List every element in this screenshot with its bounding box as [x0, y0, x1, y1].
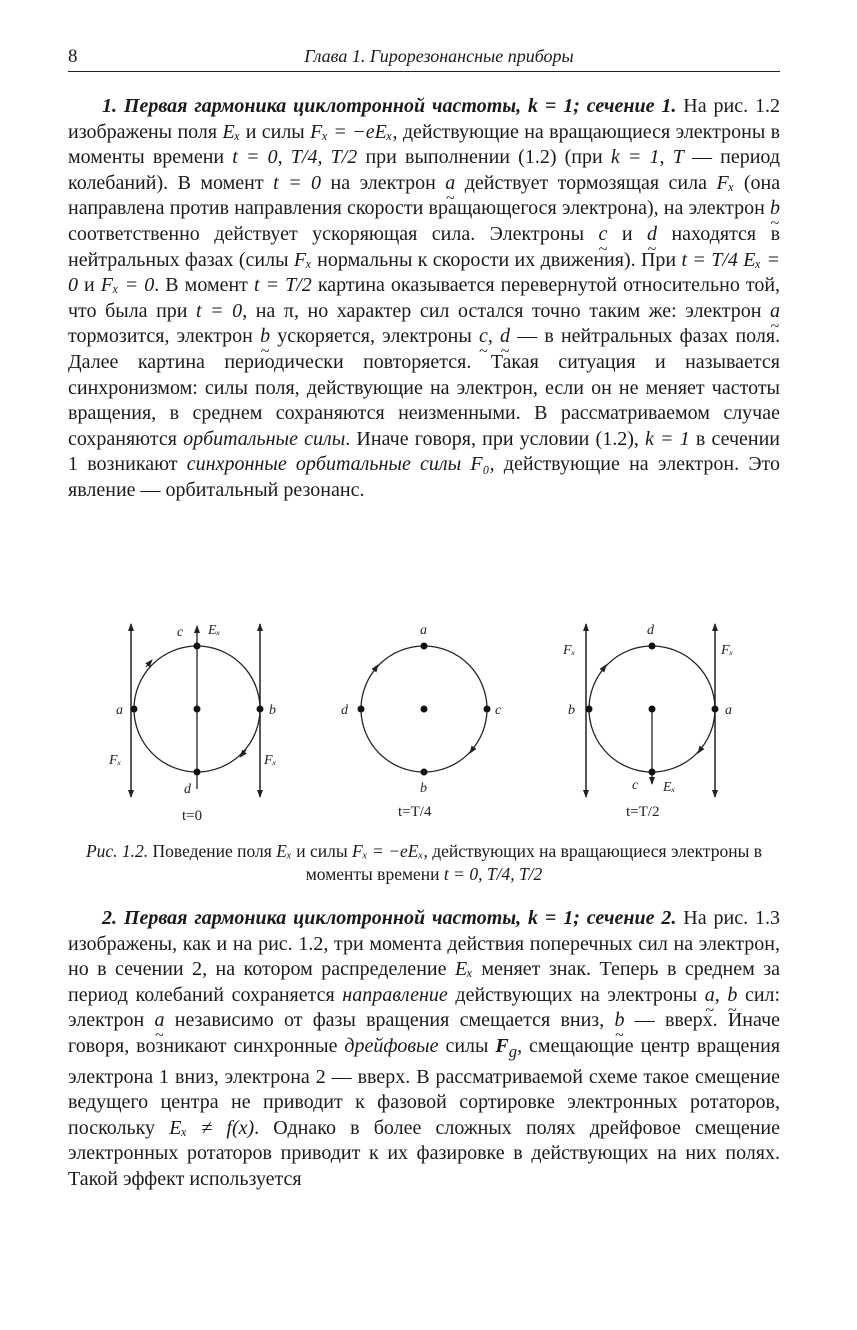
svg-text:a: a: [420, 623, 427, 638]
svg-text:Eₓ: Eₓ: [663, 780, 676, 795]
svg-text:Fₓ: Fₓ: [109, 753, 122, 768]
svg-text:b: b: [420, 781, 427, 796]
section-2-paragraph: 2. Первая гармоника циклотронной частоты, k = 1; сечение 2. На рис. 1.3 изображены, как и на рис. 1.2, три момента действия поперечных сил на электрон, но в сечении 2, на котором распределение Eₓ меняет знак. Теперь в среднем за период колебаний сохраняется направление действующих на электроны a ~, b ~ сил: электрон a ~ независимо от фазы вращения смещается вниз, b ~ — вверх. Иначе говоря, возникают синхронные дрейфовые силы $F_g$, смещающие центр вращения электрона 1 вниз, электрона 2 — вверх. В рассматриваемой схеме такое смещение ведущего центра не приводит к фазовой сортировке электронных ротаторов, поскольку Eₓ ≠ f(x). Однако в более сложных полях дрейфовое смещение электронных ротаторов приводит к их фазировке в действующих на них полях. Такой эффект используется: [68, 906, 780, 1193]
panel-tT4: [341, 623, 502, 820]
panel-tT2: [562, 623, 734, 820]
running-title: Глава 1. Гирорезонансные приборы: [304, 46, 574, 66]
svg-text:c: c: [495, 703, 502, 718]
section-2-heading: 2. Первая гармоника циклотронной частоты, k = 1; сечение 2.: [102, 907, 677, 929]
svg-text:t=0: t=0: [182, 808, 203, 824]
svg-text:d: d: [184, 782, 191, 797]
figure-caption: Рис. 1.2. Поведение поля Eₓ и силы Fₓ = −eEₓ, действующих на вращающиеся электроны в моменты времени t = 0, T/4, T/2: [85, 841, 763, 884]
page-header: [68, 44, 780, 70]
svg-text:Fₓ: Fₓ: [721, 643, 734, 658]
svg-text:d: d: [647, 623, 654, 638]
svg-text:a: a: [116, 703, 123, 718]
svg-text:Eₓ: Eₓ: [208, 623, 221, 638]
svg-text:b: b: [568, 703, 575, 718]
svg-text:a: a: [725, 703, 732, 718]
svg-text:Fₓ: Fₓ: [264, 753, 277, 768]
section-1-heading: 1. Первая гармоника циклотронной частоты, k = 1; сечение 1.: [102, 95, 677, 117]
svg-text:t=T/4: t=T/4: [398, 804, 432, 820]
svg-text:Fₓ: Fₓ: [563, 643, 576, 658]
page-number: 8: [68, 46, 78, 67]
svg-text:c: c: [632, 778, 639, 793]
svg-text:t=T/2: t=T/2: [626, 804, 660, 820]
svg-text:b: b: [269, 703, 276, 718]
header-rule: [68, 71, 780, 72]
panel-t0: [108, 623, 277, 824]
svg-text:c: c: [177, 625, 184, 640]
figure-1-2: [100, 612, 740, 832]
svg-text:d: d: [341, 703, 348, 718]
section-1-paragraph: 1. Первая гармоника циклотронной частоты, k = 1; сечение 1. На рис. 1.2 изображены поля Eₓ и силы Fₓ = −eEₓ, действующие на вращающиеся электроны в моменты времени t = 0, T/4, T/2 при выполнении (1.2) (при k = 1, T — период колебаний). В момент t = 0 на электрон a ~ действует тормозящая сила Fₓ (она направлена против направления скорости вращающегося электрона), на электрон b ~ соответственно действует ускоряющая сила. Электроны c ~ и d ~ находятся в нейтральных фазах (силы Fₓ нормальны к скорости их движения). При t = T/4 Eₓ = 0 и Fₓ = 0. В момент t = T/2 картина оказывается перевернутой относительно той, что была при t = 0, на π, но характер сил остался точно таким же: электрон a ~ тормозится, электрон b ~ ускоряется, электроны c ~, d ~ — в нейтральных фазах поля. Далее картина периодически повторяется. Такая ситуация и называется синхронизмом: силы поля, действующие на электрон, если он не меняет частоты вращения, в среднем сохраняются неизменными. В рассматриваемом случае сохраняются орбитальные силы. Иначе говоря, при условии (1.2), k = 1 в сечении 1 возникают синхронные орбитальные силы F₀, действующие на электрон. Это явление — орбитальный резонанс.: [68, 94, 780, 504]
